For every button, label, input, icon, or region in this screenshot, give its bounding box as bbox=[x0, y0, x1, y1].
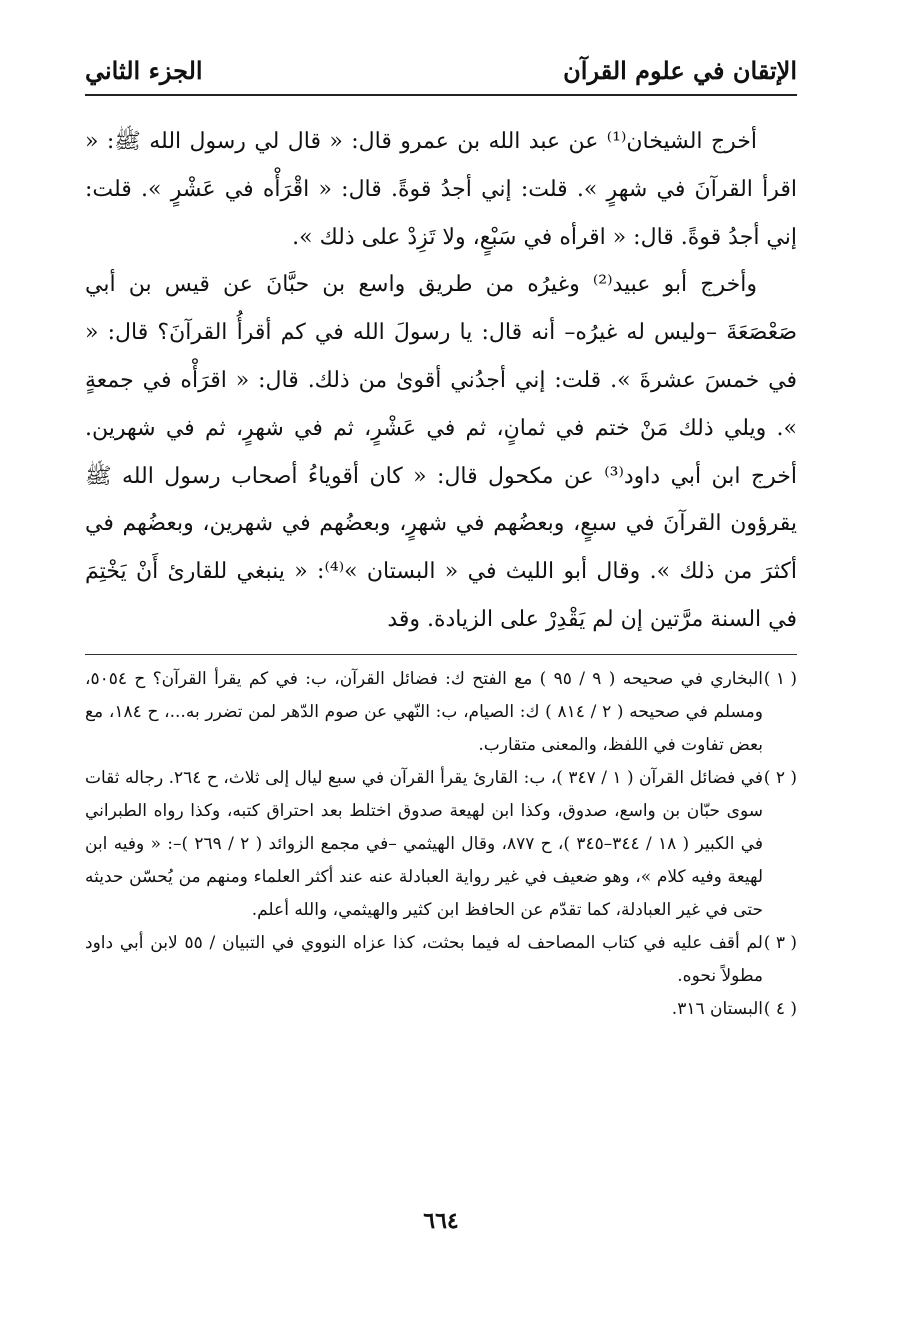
main-text bbox=[85, 118, 797, 644]
footnote bbox=[85, 663, 797, 762]
footnote-number: ( ٤ ) bbox=[763, 998, 797, 1019]
footnote bbox=[85, 927, 797, 993]
footnotes bbox=[85, 663, 797, 1026]
footnote bbox=[85, 762, 797, 927]
footnote-number: ( ٣ ) bbox=[763, 932, 797, 953]
running-header bbox=[85, 48, 797, 90]
footnote-text: لم أقف عليه في كتاب المصاحف له فيما بحثت، كذا عزاه النووي في التبيان / ٥٥ لابن أبي داود مطولاً نحوه. bbox=[85, 932, 763, 986]
footnote-text: البستان ٣١٦. bbox=[671, 998, 763, 1019]
book-title: الإتقان في علوم القرآن bbox=[563, 56, 797, 85]
paragraph: أخرج الشيخان⁽¹⁾ عن عبد الله بن عمرو قال: « قال لي رسول الله ﷺ: « اقرأ القرآنَ في شهرٍ ». قلت: إني أجدُ قوةً. قال: « اقْرَأْه في عَشْرٍ ». قلت: إني أجدُ قوةً. قال: « اقرأه في سَبْعٍ، ولا تَزِدْ على ذلك ». bbox=[85, 129, 797, 250]
footnote-text: في فضائل القرآن ( ١ / ٣٤٧ )، ب: القارئ يقرأ القرآن في سبع ليال إلى ثلاث، ح ٢٦٤. رجاله ثقات سوى حبّان بن واسع، صدوق، وكذا ابن لهيعة صدوق اختلط بعد احتراق كتبه، وكذا رواه الطبراني في الكبير ( ١٨ / ٣٤٤–٣٤٥ )، ح ٨٧٧، وقال الهيثمي –في مجمع الزوائد ( ٢ / ٢٦٩ )–: « وفيه ابن لهيعة وفيه كلام »، وهو ضعيف في غير رواية العبادلة عنه عند أكثر العلماء ومنهم من يُحسّن حديثه حتى في غير العبادلة، كما تقدّم عن الحافظ ابن كثير والهيثمي، والله أعلم. bbox=[85, 767, 764, 920]
page-number: ٦٦٤ bbox=[423, 1208, 459, 1234]
part-label: الجزء الثاني bbox=[85, 56, 203, 85]
header-rule bbox=[85, 94, 797, 96]
footnote-number: ( ٢ ) bbox=[763, 767, 797, 788]
footnote bbox=[85, 993, 797, 1026]
footnote-text: البخاري في صحيحه ( ٩ / ٩٥ ) مع الفتح ك: فضائل القرآن، ب: في كم يقرأ القرآن؟ ح ٥٠٥٤، ومسلم في صحيحه ( ٢ / ٨١٤ ) ك: الصيام، ب: النّهي عن صوم الدّهر لمن تضرر به...، ح ١٨٤، مع بعض تفاوت في اللفظ، والمعنى متقارب. bbox=[85, 668, 763, 755]
footnote-separator bbox=[85, 654, 797, 655]
book-page bbox=[85, 48, 797, 1288]
footnote-number: ( ١ ) bbox=[763, 668, 797, 689]
paragraph: وأخرج أبو عبيد⁽²⁾ وغيرُه من طريق واسع بن حبَّانَ عن قيس بن أبي صَعْصَعَةَ –وليس له غيرُه– أنه قال: يا رسولَ الله في كم أقرأُ القرآنَ؟ قال: « في خمسَ عشرةَ ». قلت: إني أجدُني أقوىٰ من ذلك. قال: « اقرَأْه في جمعةٍ ». ويلي ذلك مَنْ ختم في ثمانٍ، ثم في عَشْرٍ، ثم في شهرٍ، ثم في شهرين. أخرج ابن أبي داود⁽³⁾ عن مكحول قال: « كان أقوياءُ أصحاب رسول الله ﷺ يقرؤون القرآنَ في سبعٍ، وبعضُهم في شهرٍ، وبعضُهم في شهرين، وبعضُهم في أكثرَ من ذلك ». وقال أبو الليث في « البستان »⁽⁴⁾: « ينبغي للقارئ أَنْ يَخْتِمَ في السنة مرَّتين إن لم يَقْدِرْ على الزيادة. وقد bbox=[85, 272, 797, 632]
